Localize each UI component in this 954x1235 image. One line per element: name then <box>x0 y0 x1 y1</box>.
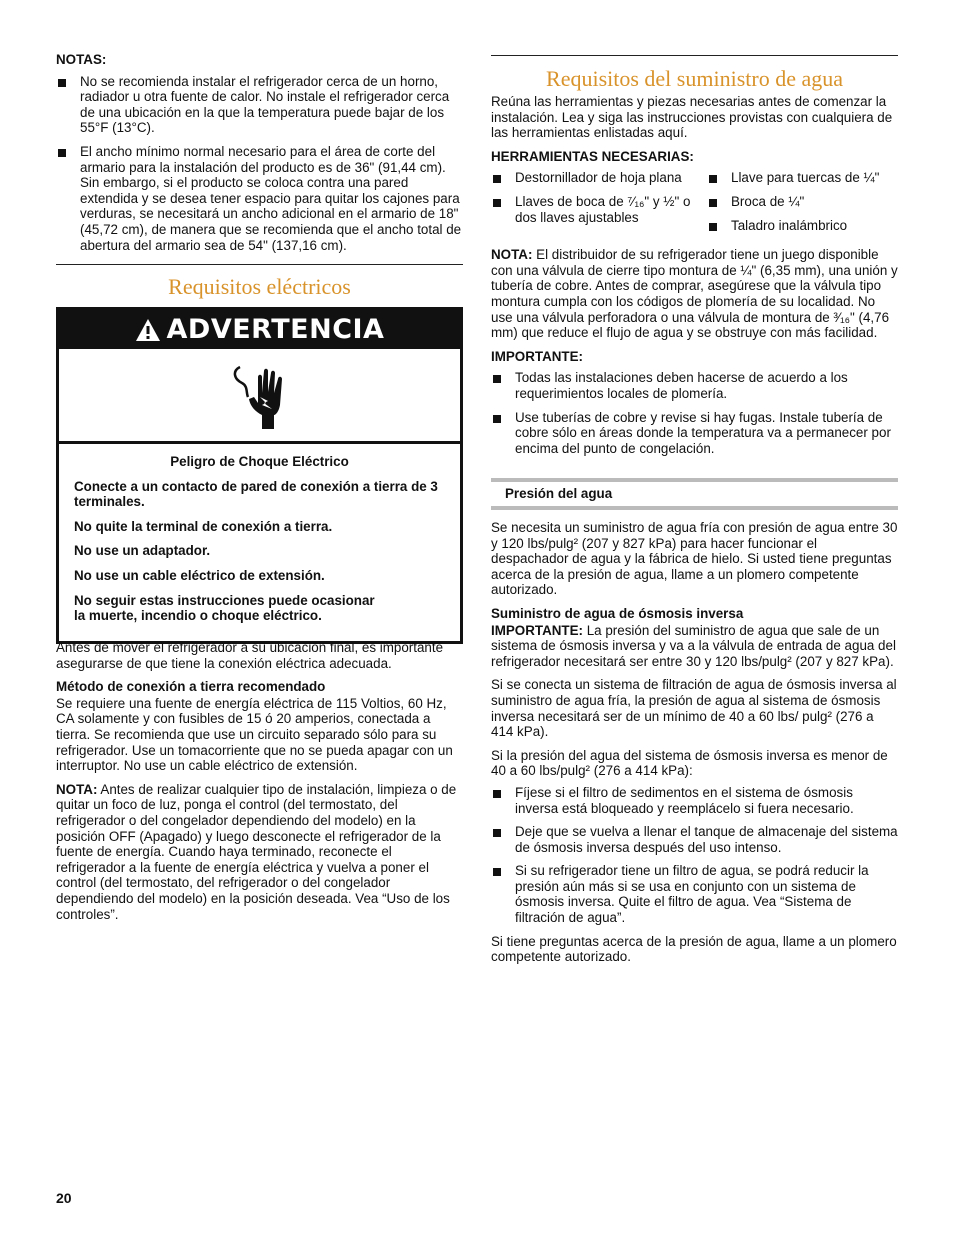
water-title: Requisitos del suministro de agua <box>546 66 843 91</box>
closing-text: Si tiene preguntas acerca de la presión de agua, llame a un plomero competente autorizado. <box>491 933 897 965</box>
grounding-text: Se requiere una fuente de energía eléctrica de 115 Voltios, 60 Hz, CA solamente y con fusibles de 15 ó 20 amperios, conectada a tierra. Se recomienda que use un circuito separado sólo para su refrigerador. Use un tomacorriente que no se pueda apagar con un interruptor. No use un cable eléctrico de extensión. <box>56 695 453 774</box>
ro-important-label: IMPORTANTE: <box>491 622 583 638</box>
notes-list <box>56 74 463 254</box>
warning-line: No seguir estas instrucciones puede ocasionar la muerte, incendio o choque eléctrico. <box>74 592 375 624</box>
list-item: Broca de ¼" <box>707 194 898 210</box>
notes-label: NOTAS: <box>56 52 107 67</box>
list-item: Llave para tuercas de ¼" <box>707 170 898 186</box>
tools-col-2 <box>707 170 898 241</box>
shock-hazard-area <box>59 349 460 444</box>
list-item: Deje que se vuelva a llenar el tanque de almacenaje del sistema de ósmosis inversa después del uso intenso. <box>491 824 898 855</box>
pressure-text: Se necesita un suministro de agua fría con presión de agua entre 30 y 120 lbs/pulg² (207 y 827 kPa) para hacer funcionar el despachador de agua y la fábrica de hielo. Si usted tiene preguntas acerca de la presión de agua, llame a un plomero competente autorizado. <box>491 520 898 598</box>
warning-line: No use un cable eléctrico de extensión. <box>74 567 325 583</box>
notes-section <box>56 52 463 261</box>
warning-triangle-icon <box>135 318 161 342</box>
note-paragraph <box>56 782 463 922</box>
warning-header <box>59 310 460 349</box>
tools-col-1 <box>491 170 707 241</box>
warning-box <box>56 307 463 644</box>
ro-list <box>491 785 898 926</box>
electrical-title: Requisitos eléctricos <box>168 274 351 299</box>
warning-hazard: Peligro de Choque Eléctrico <box>170 454 349 469</box>
nota-paragraph <box>491 247 898 341</box>
list-item: No se recomienda instalar el refrigerador cerca de un horno, radiador u otra fuente de calor. No instale el refrigerador cerca de una ubicación en la que la temperatura puede bajar de los 55°F (13°C). <box>56 74 463 136</box>
list-item: Todas las instalaciones deben hacerse de acuerdo a los requerimientos locales de plomería. <box>491 370 898 401</box>
intro-text: Reúna las herramientas y piezas necesarias antes de comenzar la instalación. Lea y siga las instrucciones provistas con cualquiera de las herramientas enlistadas aquí. <box>491 94 893 141</box>
grounding-title: Método de conexión a tierra recomendado <box>56 679 326 695</box>
divider <box>56 264 463 265</box>
electric-shock-icon <box>224 359 296 431</box>
tools-list <box>491 170 898 241</box>
page-number: 20 <box>56 1190 72 1206</box>
ro-paragraph: Si la presión del agua del sistema de ósmosis inversa es menor de 40 a 60 lbs/pulg² (276 a 414 kPa): <box>491 747 888 779</box>
warning-line: No quite la terminal de conexión a tierra. <box>74 518 333 534</box>
ro-paragraph: Si se conecta un sistema de filtración de agua de ósmosis inversa al suministro de agua fría, la presión de agua al sistema de ósmosis inversa necesitará ser de un mínimo de 40 a 60 lbs/ pulg² (276 a 414 kPa). <box>491 677 897 740</box>
list-item: Llaves de boca de ⁷⁄₁₆" y ½" o dos llaves ajustables <box>491 194 707 225</box>
tools-label: HERRAMIENTAS NECESARIAS: <box>491 148 694 164</box>
water-section <box>491 94 898 464</box>
list-item: Destornillador de hoja plana <box>491 170 707 186</box>
important-list <box>491 370 898 456</box>
pressure-subhead: Presión del agua <box>491 478 898 510</box>
before-move-text: Antes de mover el refrigerador a su ubicación final, es importante asegurarse de que tiene la conexión eléctrica adecuada. <box>56 640 444 671</box>
list-item: Fíjese si el filtro de sedimentos en el sistema de ósmosis inversa está bloqueado y reemplácelo si fuera necesario. <box>491 785 898 816</box>
important-label: IMPORTANTE: <box>491 348 583 364</box>
note-text: Antes de realizar cualquier tipo de instalación, limpieza o de quitar un foco de luz, ponga el control (del termostato, del refrigerador o del congelador dependiendo del modelo) en la posición OFF (Apagado) y luego desconecte el refrigerador de la fuente de energía. Cuando haya terminado, reconecte el refrigerador a la fuente de energía eléctrica y vuelva a poner el control (del termostato, del refrigerador o del congelador dependiendo del modelo) en la posición deseada. Vea “Uso de los controles”. <box>56 781 457 922</box>
list-item: Taladro inalámbrico <box>707 218 898 234</box>
divider <box>491 55 898 56</box>
warning-header-text: ADVERTENCIA <box>166 313 385 345</box>
note-label: NOTA: <box>56 781 98 797</box>
grounding-section <box>56 640 463 930</box>
ro-important-text: La presión del suministro de agua que sale de un sistema de ósmosis inversa y va a la válvula de entrada de agua del refrigerador necesitará ser entre 30 y 120 lbs/pulg² (207 y 827 kPa). <box>491 622 896 669</box>
pressure-section <box>491 520 898 973</box>
warning-body <box>59 444 460 641</box>
ro-title: Suministro de agua de ósmosis inversa <box>491 605 744 621</box>
list-item: Si su refrigerador tiene un filtro de agua, se podrá reducir la presión aún más si se usa en conjunto con un sistema de ósmosis inversa. Quite el filtro de agua. Vea “Sistema de filtración de agua”. <box>491 863 898 925</box>
warning-line: Conecte a un contacto de pared de conexión a tierra de 3 terminales. <box>74 478 438 510</box>
list-item: El ancho mínimo normal necesario para el área de corte del armario para la instalación del producto es de 36" (91,44 cm). Sin embargo, si el producto se coloca contra una pared extendida y se desea tener espacio para quitar los cajones para verduras, se necesitará un ancho adicional en el armario de 18" (45,72 cm), de manera que se recomienda que el ancho total de abertura del armario sea de 54" (137,16 cm). <box>56 144 463 253</box>
warning-line: No use un adaptador. <box>74 543 211 559</box>
nota-label: NOTA: <box>491 247 533 263</box>
ro-important-paragraph <box>491 623 898 670</box>
list-item: Use tuberías de cobre y revise si hay fugas. Instale tubería de cobre sólo en áreas donde la temperatura va a permanecer por encima del punto de congelación. <box>491 410 898 457</box>
nota-text: El distribuidor de su refrigerador tiene un juego disponible con una válvula de cierre tipo montura de ¼" (6,35 mm), una unión y tubería de cobre. Antes de comprar, asegúrese que la válvula tipo montura cumpla con los códigos de plomería de su localidad. No use una válvula perforadora o una válvula de montura de ³⁄₁₆" (4,76 mm) que reduce el flujo de agua y se obstruye con más facilidad. <box>491 247 898 341</box>
